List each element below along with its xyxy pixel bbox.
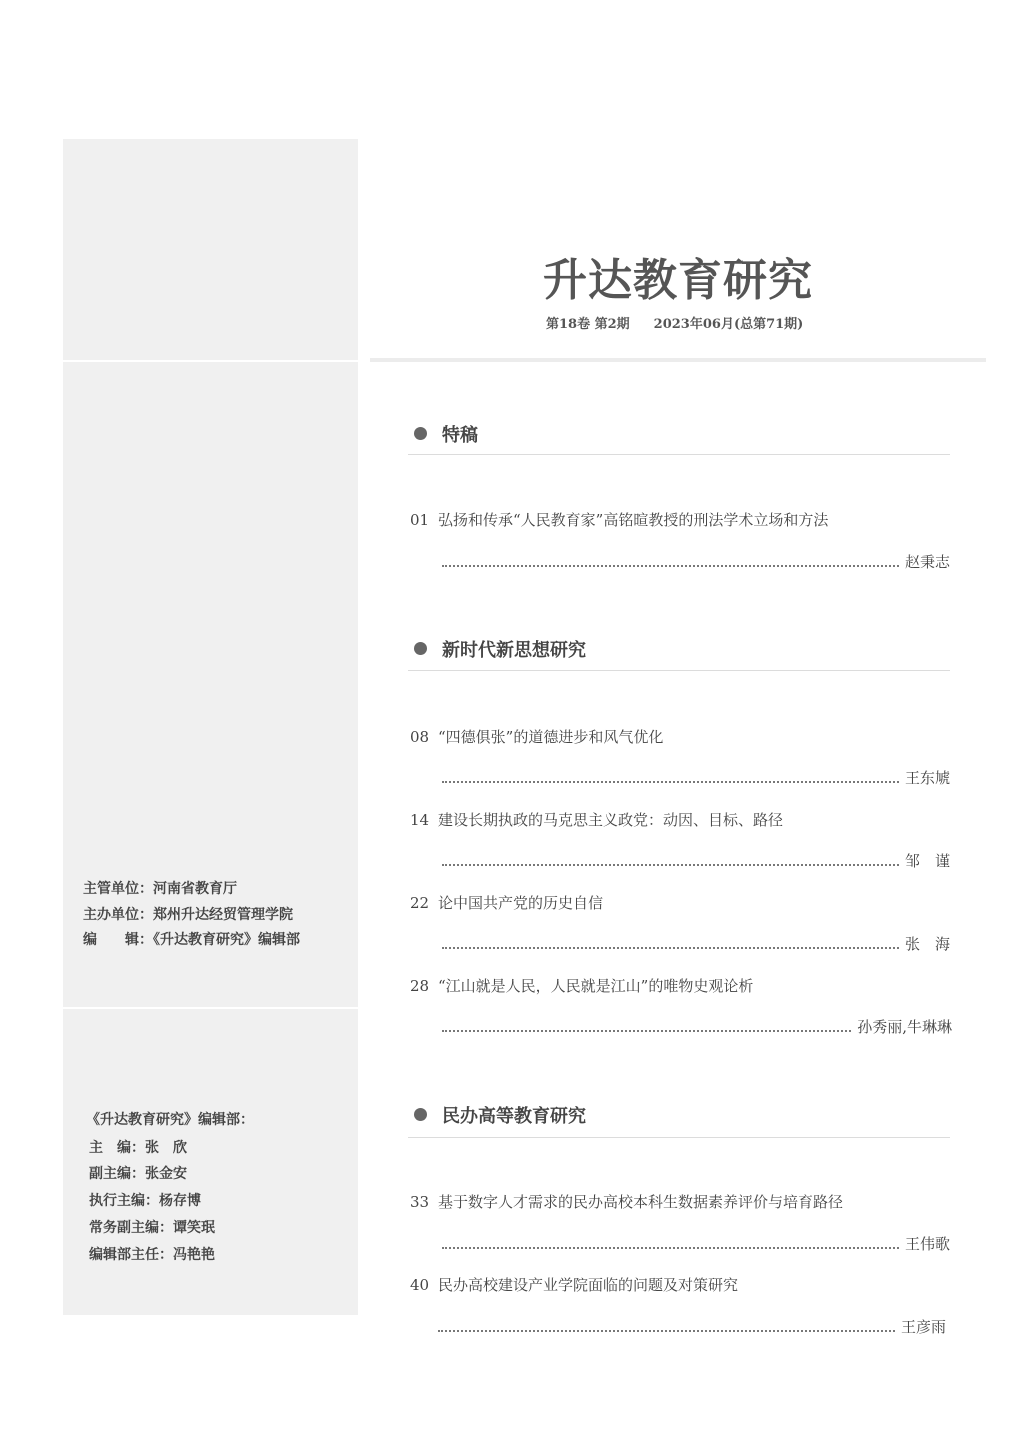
leader-dots <box>442 863 899 866</box>
section-heading: 新时代新思想研究 <box>414 636 586 662</box>
toc-page-number: 28 <box>410 977 430 995</box>
toc-entry-author: 邹 谨 <box>442 850 950 871</box>
toc-entry-title[interactable]: 14 建设长期执政的马克思主义政党：动因、目标、路径 <box>410 811 784 829</box>
toc-entry-title[interactable]: 22 论中国共产党的历史自信 <box>410 894 604 912</box>
section-divider <box>408 670 950 671</box>
toc-entry-author: 王东虓 <box>442 767 950 788</box>
toc-entry-author: 赵秉志 <box>442 551 950 572</box>
bullet-icon <box>414 1108 427 1121</box>
toc-entry-title[interactable]: 08 “四德俱张”的道德进步和风气优化 <box>410 728 664 746</box>
editorial-board-member: 主 编：张 欣 <box>89 1140 187 1156</box>
toc-entry-title[interactable]: 01 弘扬和传承“人民教育家”高铭暄教授的刑法学术立场和方法 <box>410 511 829 529</box>
sidebar-bottom-panel <box>63 1009 358 1315</box>
sidebar-top-panel <box>63 139 358 360</box>
toc-entry-title[interactable]: 33 基于数字人才需求的民办高校本科生数据素养评价与培育路径 <box>410 1193 844 1211</box>
toc-page-number: 01 <box>410 511 430 529</box>
publisher-editor: 编 辑：《升达教育研究》编辑部 <box>83 932 300 948</box>
editorial-board-member: 编辑部主任：冯艳艳 <box>89 1247 215 1263</box>
leader-dots <box>438 1329 895 1332</box>
publisher-supervisor: 主管单位：河南省教育厅 <box>83 881 237 897</box>
toc-entry-title[interactable]: 40 民办高校建设产业学院面临的问题及对策研究 <box>410 1276 739 1294</box>
section-divider <box>408 454 950 455</box>
section-heading: 特稿 <box>414 421 478 447</box>
toc-entry-author: 王彦雨 <box>438 1316 946 1337</box>
toc-page-number: 14 <box>410 811 430 829</box>
bullet-icon <box>414 642 427 655</box>
issue-info <box>546 313 803 332</box>
toc-entry-author: 张 海 <box>442 933 950 954</box>
journal-title: 升达教育研究 <box>543 255 813 306</box>
volume-issue: 第18卷 第2期 <box>546 317 630 332</box>
toc-entry-author: 王伟歌 <box>442 1233 950 1254</box>
toc-page-number: 08 <box>410 728 430 746</box>
leader-dots <box>442 564 899 567</box>
section-divider <box>408 1137 950 1138</box>
section-heading: 民办高等教育研究 <box>414 1102 586 1128</box>
toc-page-number: 22 <box>410 894 430 912</box>
leader-dots <box>442 780 899 783</box>
leader-dots <box>442 1029 851 1032</box>
toc-page-number: 33 <box>410 1193 430 1211</box>
leader-dots <box>442 946 899 949</box>
editorial-board-heading: 《升达教育研究》编辑部： <box>86 1112 254 1128</box>
toc-entry-title[interactable]: 28 “江山就是人民，人民就是江山”的唯物史观论析 <box>410 977 754 995</box>
title-divider <box>370 358 986 362</box>
toc-page-number: 40 <box>410 1276 430 1294</box>
toc-entry-author: 孙秀丽,牛琳琳 <box>442 1016 952 1037</box>
bullet-icon <box>414 427 427 440</box>
editorial-board-member: 副主编：张金安 <box>89 1166 187 1182</box>
issue-date: 2023年06月(总第71期) <box>653 317 804 332</box>
publisher-sponsor: 主办单位：郑州升达经贸管理学院 <box>83 907 293 923</box>
editorial-board-member: 执行主编：杨存博 <box>89 1193 201 1209</box>
leader-dots <box>442 1246 899 1249</box>
editorial-board-member: 常务副主编：谭笑珉 <box>89 1220 215 1236</box>
